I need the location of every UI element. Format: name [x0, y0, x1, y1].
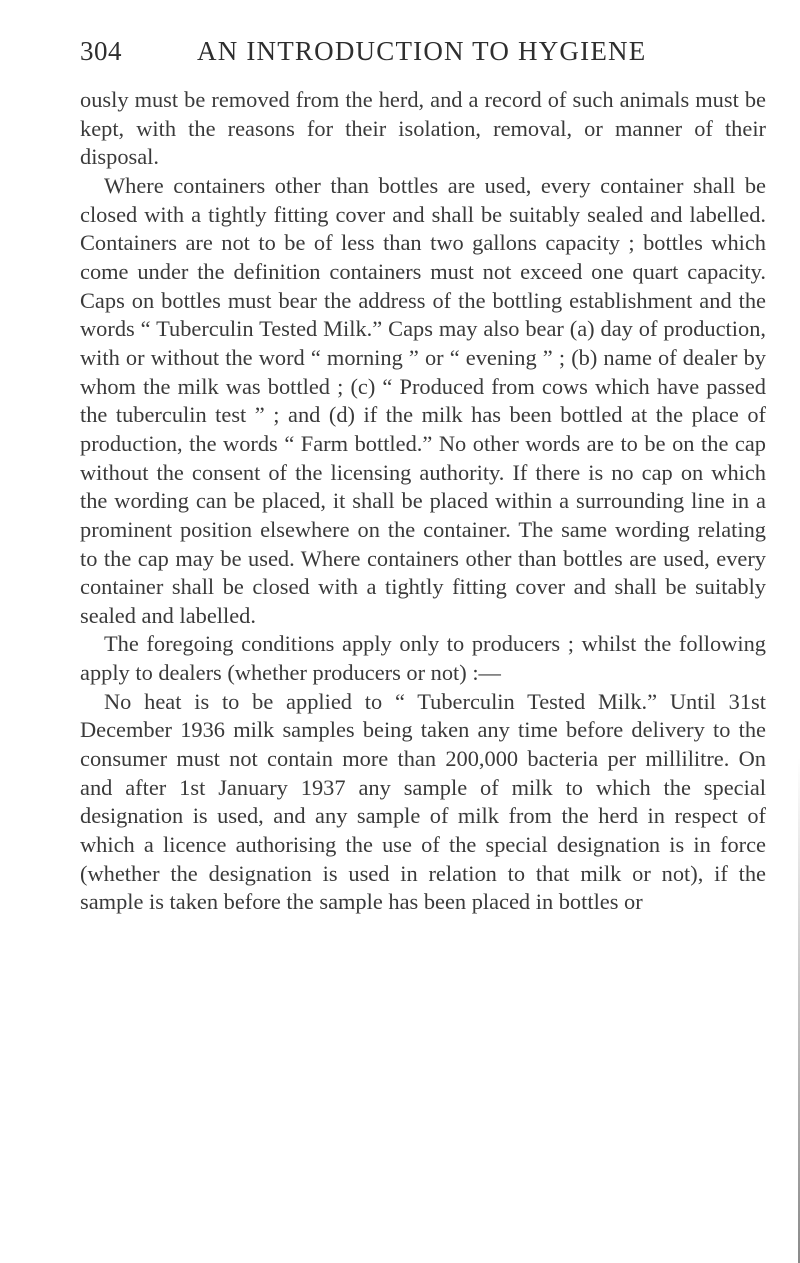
- paragraph-continuation: ously must be removed from the herd, and a record of such animals must be kept, with the reasons for their isolation, removal, or manner of their disposal.: [80, 87, 766, 170]
- running-title: AN INTRODUCTION TO HYGIENE: [197, 36, 647, 66]
- running-header: [80, 36, 766, 76]
- paragraph-heat-and-bacteria: No heat is to be applied to “ Tuberculin Tested Milk.” Until 31st December 1936 milk samples being taken any time before delivery to the consumer must not contain more than 200,000 bacteria per millilitre. On and after 1st January 1937 any sample of milk to which the special designation is used, and any sample of milk from the herd in respect of which a licence authorising the use of the special designation is in force (whether the designation is used in relation to that milk or not), if the sample is taken before the sample has been placed in bottles or: [80, 688, 766, 915]
- paragraph-producers-dealers: The foregoing conditions apply only to producers ; whilst the following apply to dealers (whether producers or not) :—: [80, 631, 766, 686]
- page-number: 304: [80, 36, 122, 66]
- book-page: [80, 36, 766, 917]
- body-text: [80, 86, 766, 917]
- paragraph-containers-and-caps: Where containers other than bottles are used, every container shall be closed with a tightly fitting cover and shall be suitably sealed and labelled. Containers are not to be of less than two gallons capacity ; bottles which come under the definition containers must not exceed one quart capacity. Caps on bottles must bear the address of the bottling establishment and the words “ Tuberculin Tested Milk.” Caps may also bear (a) day of production, with or without the word “ morning ” or “ evening ” ; (b) name of dealer by whom the milk was bottled ; (c) “ Produced from cows which have passed the tuberculin test ” ; and (d) if the milk has been bottled at the place of production, the words “ Farm bottled.” No other words are to be on the cap without the consent of the licensing authority. If there is no cap on which the wording can be placed, it shall be placed within a surrounding line in a prominent position elsewhere on the container. The same wording relating to the cap may be used. Where containers other than bottles are used, every container shall be closed with a tightly fitting cover and shall be suitably sealed and labelled.: [80, 172, 766, 628]
